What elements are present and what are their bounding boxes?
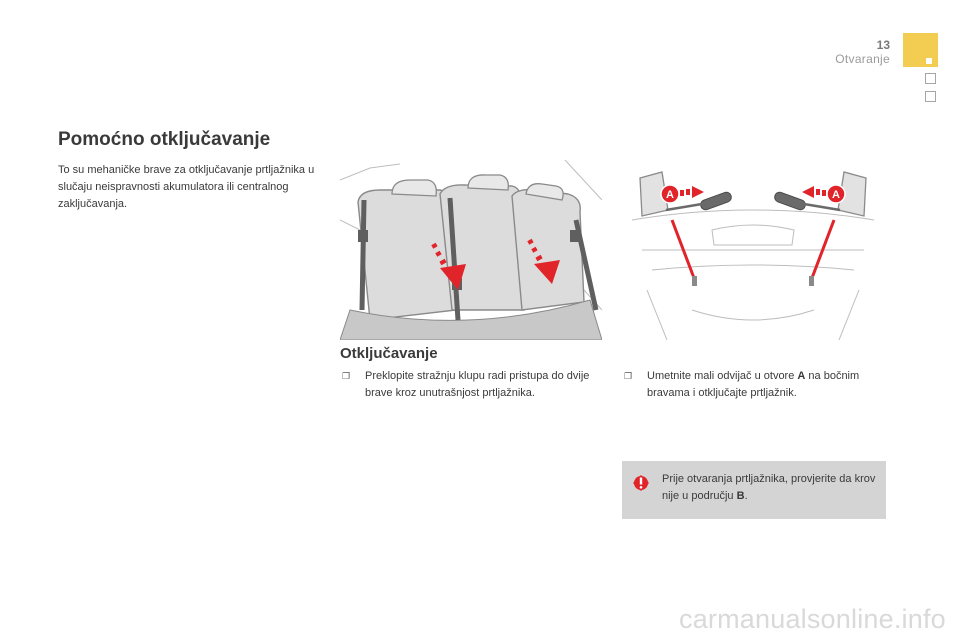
step-text-part: na bočnim bravama i otključajte prtljažnik. (647, 370, 860, 399)
warning-text-bold: B (736, 490, 745, 502)
step-item-insert-screwdriver (622, 368, 884, 402)
section-tab-2[interactable] (925, 73, 936, 84)
rear-seat-illustration (340, 160, 602, 340)
step-text: Preklopite stražnju klupu radi pristupa do dvije brave kroz unutrašnjost prtljažnika. (365, 370, 590, 399)
section-label: Otvaranje (835, 52, 890, 66)
warning-text-part: Prije otvaranja prtljažnika, provjerite da krov nije u području (662, 473, 876, 502)
step-text (622, 368, 884, 402)
step-bullet-icon: ❐ (342, 371, 351, 381)
warning-text (662, 471, 882, 505)
step-bullet-icon: ❐ (624, 371, 633, 381)
step-item-fold-seat (340, 368, 602, 402)
callout-a-right: A (832, 189, 840, 201)
watermark: carmanualsonline.info (679, 604, 946, 634)
warning-text-part: . (744, 490, 748, 502)
section-tab-3[interactable] (925, 91, 936, 102)
step-text-bold: A (797, 370, 806, 382)
warning-note (622, 461, 886, 519)
page-title: Pomoćno otključavanje (58, 129, 271, 150)
callout-a-left: A (666, 189, 674, 201)
step-text-part: Umetnite mali odvijač u otvore (647, 370, 798, 382)
tab-marker (926, 58, 932, 64)
page-number: 13 (876, 38, 890, 52)
warning-icon (630, 472, 652, 494)
intro-text: To su mehaničke brave za otključavanje prtljažnika u slučaju neispravnosti akumulatora ili centralnog zaključavanja. (58, 164, 315, 210)
trunk-locks-illustration (622, 160, 884, 340)
section-tab-active[interactable] (903, 33, 938, 67)
section-subtitle: Otključavanje (340, 345, 438, 362)
